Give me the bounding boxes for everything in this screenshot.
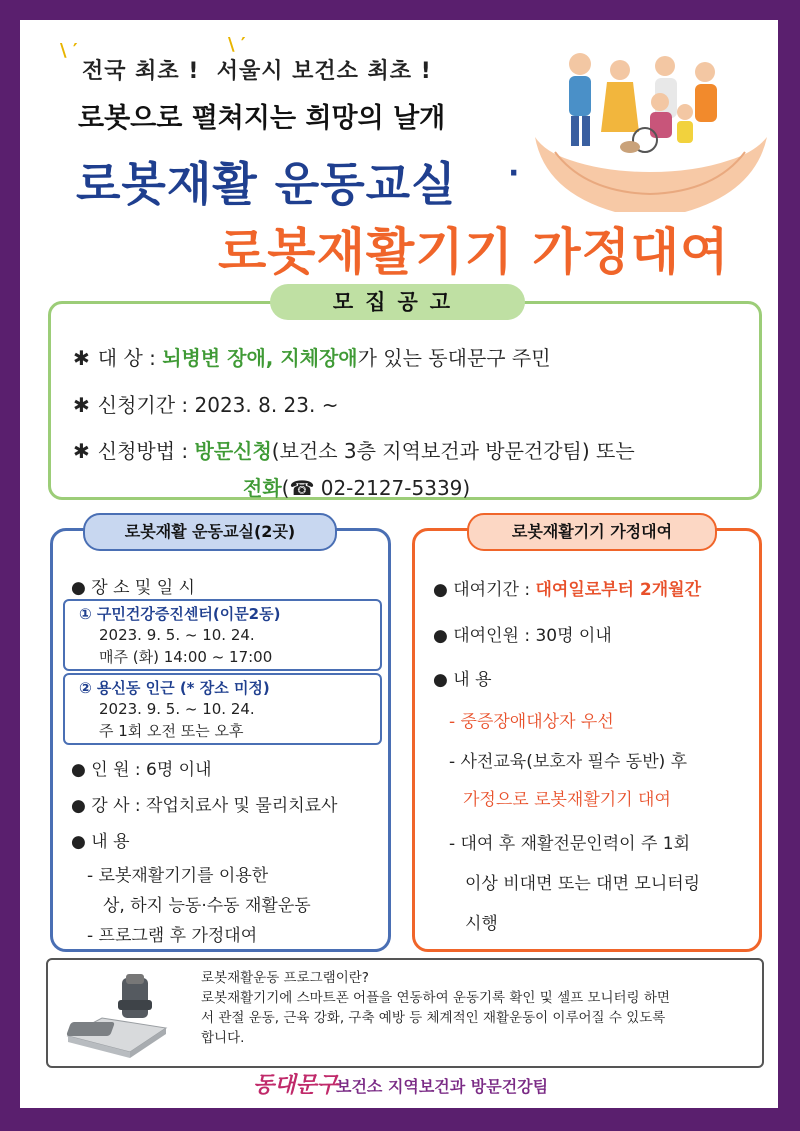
- rehab-device-image: [60, 970, 172, 1058]
- rental-period: ● 대여기간 : 대여일로부터 2개월간: [433, 580, 702, 600]
- class-content-1a: - 로봇재활기기를 이용한: [87, 866, 269, 886]
- recruit-period: ✱ 신청기간 : 2023. 8. 23. ~: [73, 393, 339, 417]
- rental-item-3a: - 대여 후 재활전문인력이 주 1회: [449, 834, 691, 854]
- info-line-1: 로봇재활운동 프로그램이란?: [201, 970, 369, 986]
- site1-box: [63, 599, 382, 671]
- rental-item-2: - 사전교육(보호자 필수 동반) 후: [449, 752, 688, 772]
- rental-item-3c: 시행: [465, 914, 498, 934]
- poster: [20, 20, 778, 1108]
- rental-box: [412, 528, 762, 952]
- class-content-1b: 상, 하지 능동·수동 재활운동: [103, 896, 311, 916]
- recruit-phone: 전화(☎ 02-2127-5339): [243, 476, 471, 500]
- title-class: 로봇재활 운동교실: [76, 157, 457, 211]
- family-hands-illustration: [525, 42, 775, 218]
- class-teacher: ● 강 사 : 작업치료사 및 물리치료사: [71, 796, 338, 816]
- info-line-3: 서 관절 운동, 근육 강화, 구축 예방 등 체계적인 재활운동이 이루어질 수 있도록: [201, 1010, 666, 1026]
- class-content-2: - 프로그램 후 가정대여: [87, 926, 258, 946]
- asterisk-icon: ✱: [73, 439, 90, 463]
- recruit-method: ✱ 신청방법 : 방문신청(보건소 3층 지역보건과 방문건강팀) 또는: [73, 439, 635, 463]
- info-line-4: 합니다.: [201, 1030, 245, 1046]
- rental-item-3b: 이상 비대면 또는 대면 모니터링: [465, 874, 701, 894]
- info-box: [46, 958, 764, 1068]
- asterisk-icon: ✱: [73, 393, 90, 417]
- class-box: [50, 528, 391, 952]
- recruit-box: [48, 301, 762, 500]
- class-content: ● 내 용: [71, 832, 130, 852]
- district-logo: 동대문구: [253, 1072, 339, 1098]
- site2-time: 주 1회 오전 또는 오후: [99, 722, 244, 740]
- rental-content: ● 내 용: [433, 670, 492, 690]
- class-pill: 로봇재활 운동교실(2곳): [83, 513, 337, 551]
- rental-item-1: - 중증장애대상자 우선: [449, 712, 614, 732]
- site2-date: 2023. 9. 5. ~ 10. 24.: [99, 700, 255, 718]
- info-line-2: 로봇재활기기에 스마트폰 어플을 연동하여 운동기록 확인 및 셀프 모니터링 하면: [201, 990, 670, 1006]
- class-people: ● 인 원 : 6명 이내: [71, 760, 212, 780]
- footer-org: 보건소 지역보건과 방문건강팀: [336, 1077, 549, 1096]
- site2-title: ② 용신동 인근 (* 장소 미정): [79, 679, 270, 697]
- site1-date: 2023. 9. 5. ~ 10. 24.: [99, 626, 255, 644]
- rental-pill: 로봇재활기기 가정대여: [467, 513, 717, 551]
- title-dot: ·: [508, 156, 520, 191]
- asterisk-icon: ✱: [73, 346, 90, 370]
- class-place-time: ● 장 소 및 일 시: [71, 578, 195, 598]
- sparkle-icon: \ ′: [60, 40, 78, 61]
- site1-title: ① 구민건강증진센터(이문2동): [79, 605, 281, 623]
- tagline: 전국 최초 ! 서울시 보건소 최초 !: [82, 59, 432, 84]
- rental-people: ● 대여인원 : 30명 이내: [433, 626, 612, 646]
- site2-box: [63, 673, 382, 745]
- rental-item-2b: 가정으로 로봇재활기기 대여: [463, 790, 671, 810]
- recruit-pill: 모집공고: [270, 284, 525, 320]
- recruit-target: ✱ 대 상 : 뇌병변 장애, 지체장애가 있는 동대문구 주민: [73, 346, 551, 370]
- slogan: 로봇으로 펼쳐지는 희망의 날개: [78, 103, 446, 134]
- sparkle-icon: \ ′: [228, 34, 246, 55]
- title-rental: 로봇재활기기 가정대여: [218, 223, 730, 281]
- site1-time: 매주 (화) 14:00 ~ 17:00: [99, 648, 273, 666]
